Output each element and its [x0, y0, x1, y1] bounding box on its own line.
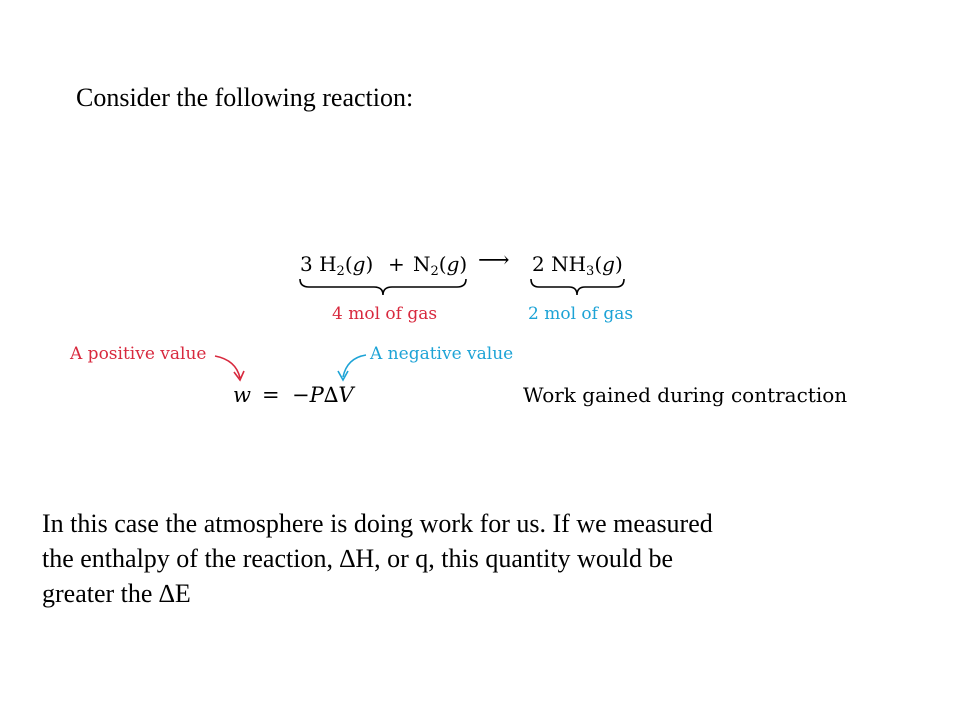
reactant-brace — [300, 279, 466, 295]
body-line: the enthalpy of the reaction, ∆H, or q, this quantity would be — [42, 544, 674, 573]
body-line: In this case the atmosphere is doing work for us. If we measured — [42, 509, 713, 538]
body-line: greater the ∆E — [42, 579, 191, 608]
work-symbol: w — [233, 383, 251, 407]
pressure-volume-term: −P∆V — [292, 383, 354, 407]
product-mol-label: 2 mol of gas — [528, 304, 634, 324]
reactant-h2: 3 $H_2(g)$ — [300, 252, 374, 279]
product-nh3: 2 $NH_3(g)$ — [532, 252, 623, 279]
reactant-mol-label: 4 mol of gas — [332, 304, 438, 324]
negative-value-label: A negative value — [370, 344, 514, 364]
product-brace — [531, 279, 624, 295]
reaction-arrow: ⟶ — [478, 248, 510, 273]
work-description: Work gained during contraction — [523, 383, 848, 407]
equals-sign: = — [262, 383, 280, 407]
plus-sign: + — [388, 252, 405, 276]
positive-value-label: A positive value — [70, 344, 207, 364]
body-paragraph — [42, 506, 912, 611]
reactant-n2: $N_2(g)$ — [413, 252, 468, 279]
slide-title: Consider the following reaction: — [76, 83, 414, 112]
